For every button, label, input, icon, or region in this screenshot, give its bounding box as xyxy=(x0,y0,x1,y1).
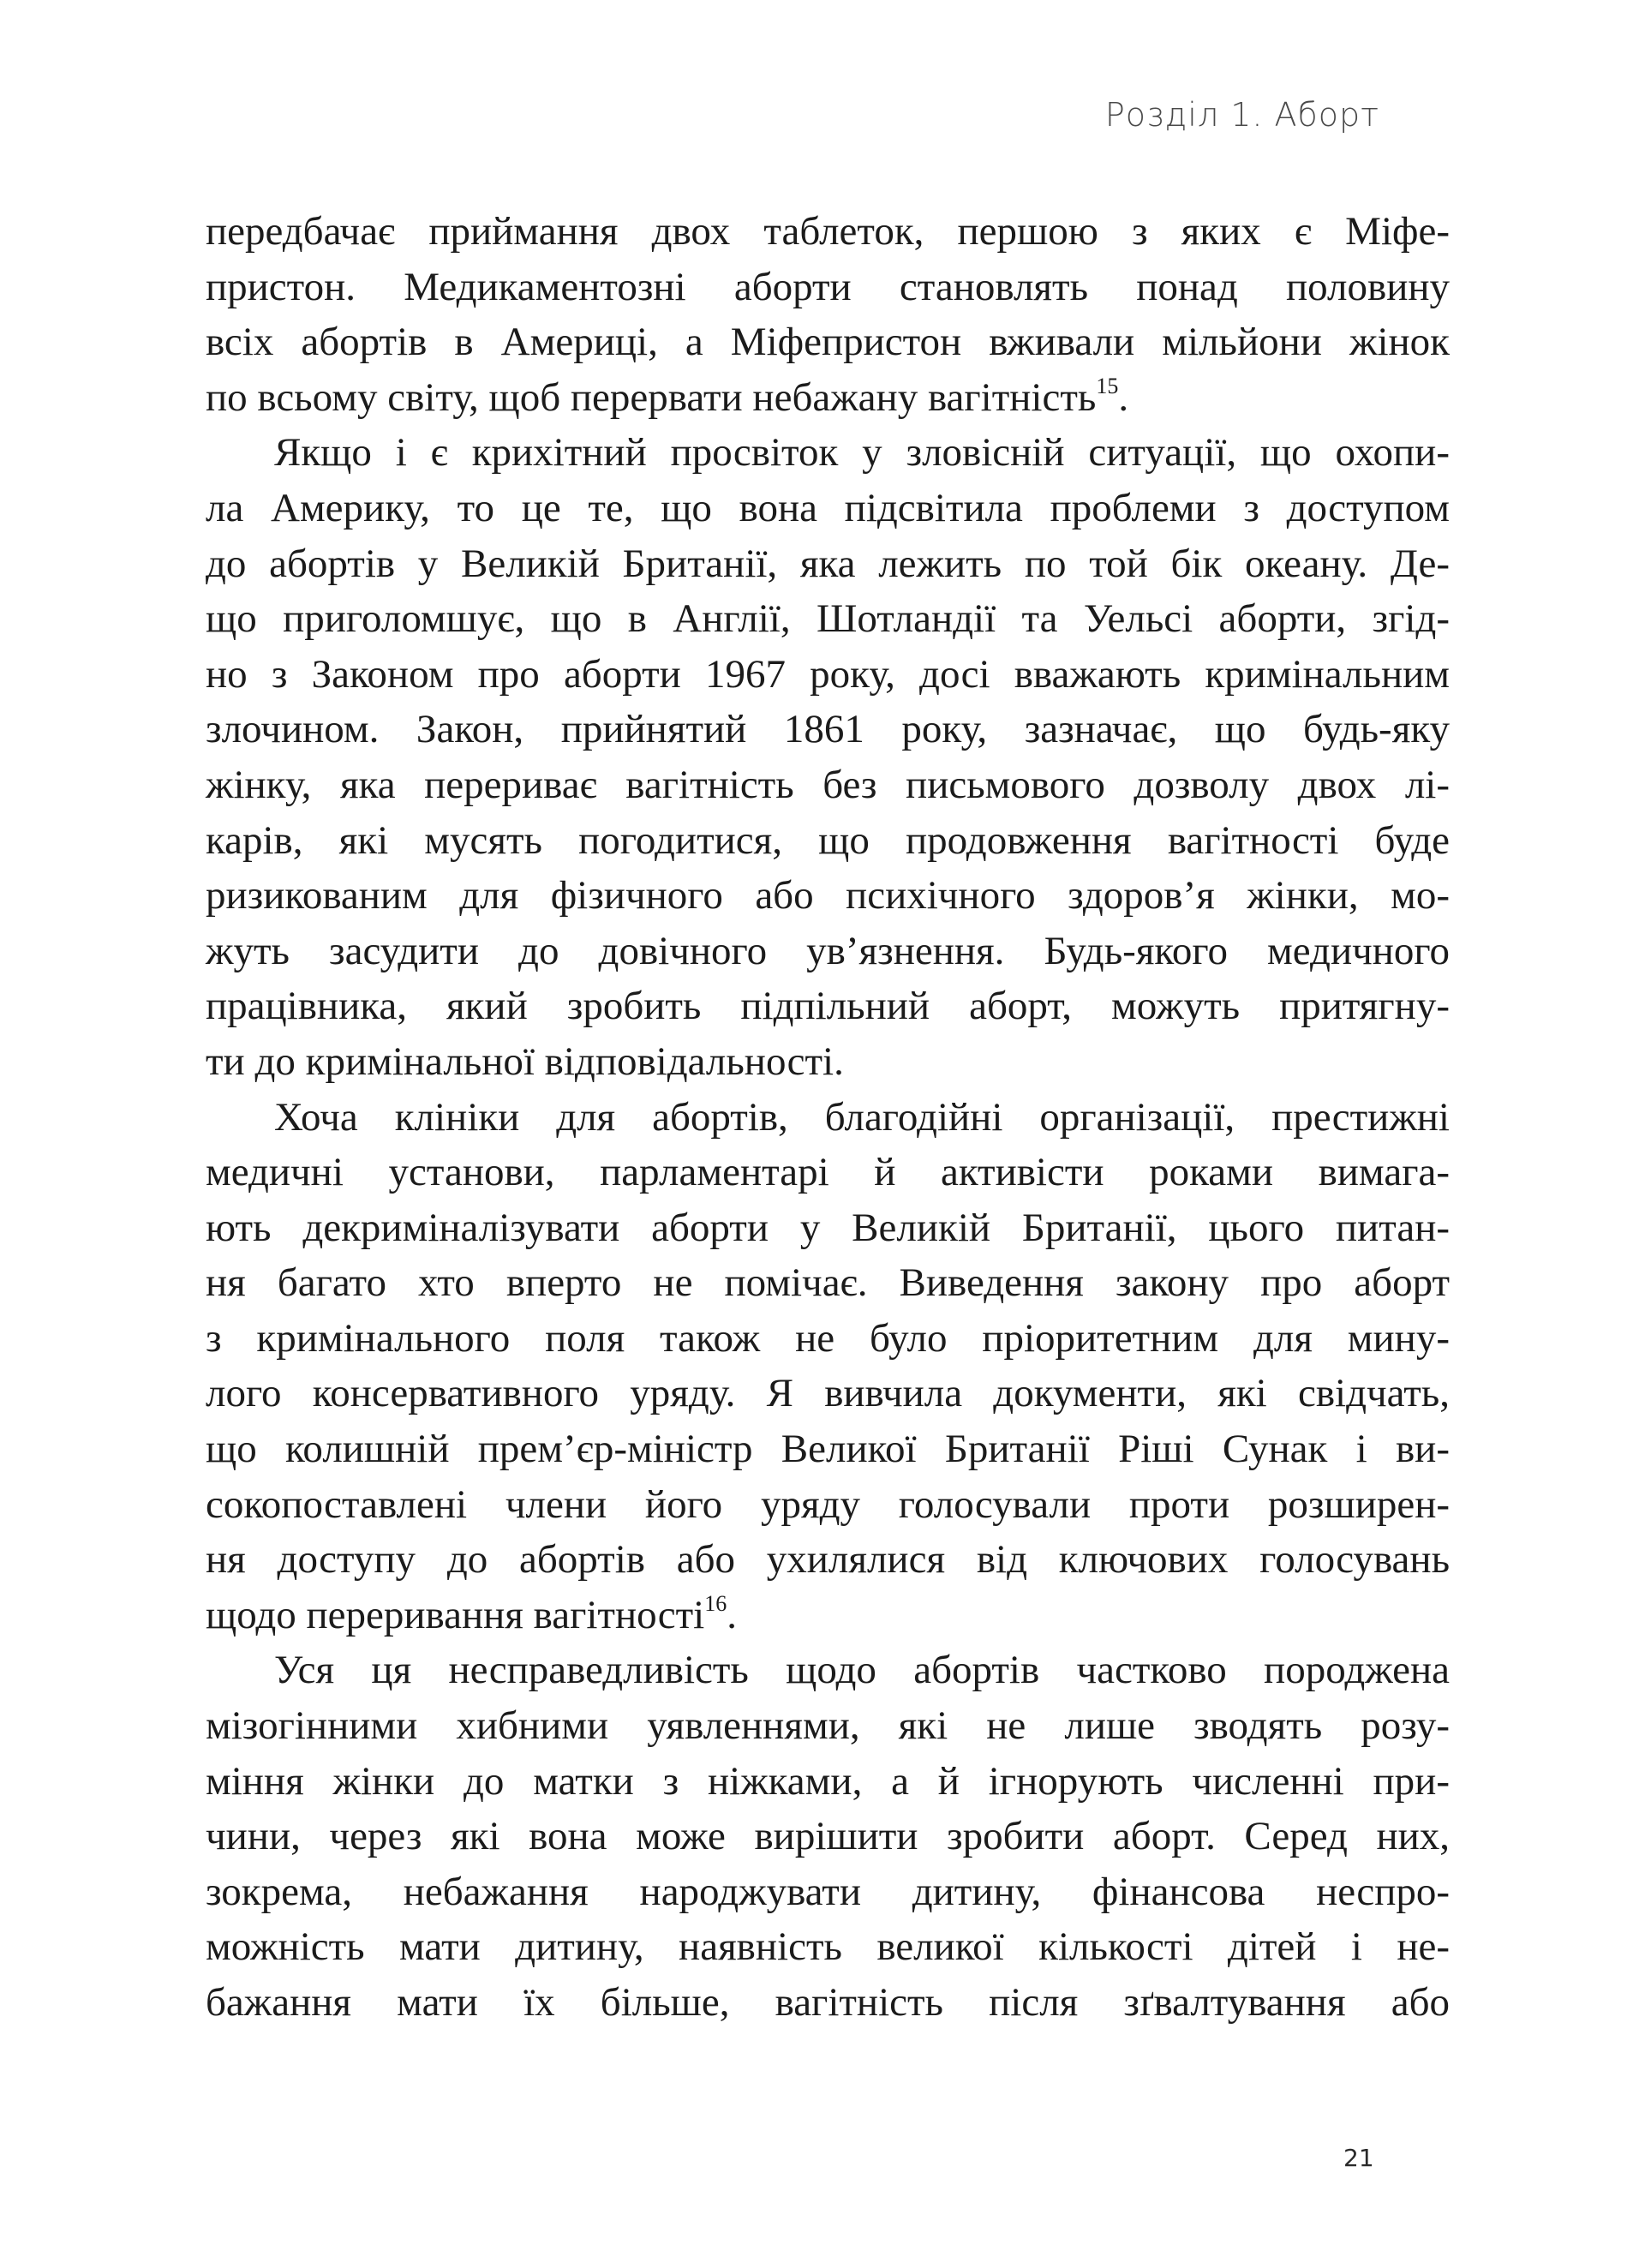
page-number: 21 xyxy=(1343,2144,1374,2172)
text-line: можність мати дитину, наявність великої кількості дітей і не- xyxy=(206,1924,1450,1970)
text-line: карів, які мусять погодитися, що продовження вагітності буде xyxy=(206,817,1450,863)
text-line: пристон. Медикаментозні аборти становлять понад половину xyxy=(206,264,1450,309)
footnote-marker[interactable]: 15 xyxy=(1096,373,1119,398)
text-line: до абортів у Великій Британії, яка лежить по той бік океану. Де- xyxy=(206,541,1450,586)
text-line: передбачає приймання двох таблеток, першою з яких є Міфе- xyxy=(206,209,1450,254)
text-line-content: щодо переривання вагітності xyxy=(206,1592,705,1637)
text-line: жінку, яка перериває вагітність без письмового дозволу двох лі- xyxy=(206,762,1450,807)
text-line: ня доступу до абортів або ухилялися від ключових голосувань xyxy=(206,1537,1450,1583)
text-line-content: по всьому світу, щоб перервати небажану вагітність xyxy=(206,374,1097,420)
footnote-marker[interactable]: 16 xyxy=(704,1590,727,1616)
text-line: міння жінки до матки з ніжками, а й ігнорують численні при- xyxy=(206,1758,1450,1804)
text-line: Уся ця несправедливість щодо абортів частково породжена xyxy=(274,1648,1450,1693)
text-line: ризикованим для фізичного або психічного здоров’я жінки, мо- xyxy=(206,873,1450,919)
text-line: з кримінального поля також не було пріоритетним для мину- xyxy=(206,1315,1450,1361)
punctuation: . xyxy=(727,1592,737,1637)
text-line: всіх абортів в Америці, а Міфепристон вживали мільйони жінок xyxy=(206,320,1450,365)
text-line xyxy=(206,370,1450,426)
text-line: бажання мати їх більше, вагітність після зґвалтування або xyxy=(206,1980,1450,2025)
paragraph xyxy=(206,1643,1450,2030)
text-line: працівника, який зробить підпільний аборт, можуть притягну- xyxy=(206,984,1450,1029)
paragraph xyxy=(206,204,1450,425)
running-head: Розділ 1. Аборт xyxy=(1104,96,1379,134)
text-line: лого консервативного уряду. Я вивчила документи, які свідчать, xyxy=(206,1371,1450,1416)
paragraph xyxy=(206,425,1450,1089)
paragraph xyxy=(206,1090,1450,1643)
text-line: Хоча клініки для абортів, благодійні організації, престижні xyxy=(274,1094,1450,1140)
text-line: сокопоставлені члени його уряду голосували проти розширен- xyxy=(206,1481,1450,1527)
text-line xyxy=(206,1588,1450,1643)
text-line: ня багато хто вперто не помічає. Виведення закону про аборт xyxy=(206,1260,1450,1306)
text-line: но з Законом про аборти 1967 року, досі вважають кримінальним xyxy=(206,651,1450,697)
text-line: мізогінними хибними уявленнями, які не лише зводять розу- xyxy=(206,1703,1450,1749)
text-line: що колишній прем’єр-міністр Великої Британії Ріші Сунак і ви- xyxy=(206,1427,1450,1472)
text-line: медичні установи, парламентарі й активісти роками вимага- xyxy=(206,1150,1450,1195)
text-line: Якщо і є крихітний просвіток у зловісній ситуації, що охопи- xyxy=(274,430,1450,476)
text-line: жуть засудити до довічного ув’язнення. Будь-якого медичного xyxy=(206,928,1450,973)
body-text xyxy=(206,204,1450,2031)
text-line: зокрема, небажання народжувати дитину, фінансова неспро- xyxy=(206,1869,1450,1914)
text-line: чини, через які вона може вирішити зробити аборт. Серед них, xyxy=(206,1814,1450,1859)
text-line: злочином. Закон, прийнятий 1861 року, зазначає, що будь-яку xyxy=(206,707,1450,752)
punctuation: . xyxy=(1118,374,1129,420)
text-line: ють декриміналізувати аборти у Великій Британії, цього питан- xyxy=(206,1205,1450,1250)
text-line: ти до кримінальної відповідальності. xyxy=(206,1038,844,1084)
text-line: ла Америку, то це те, що вона підсвітила проблеми з доступом xyxy=(206,485,1450,530)
text-line: що приголомшує, що в Англії, Шотландії та Уельсі аборти, згід- xyxy=(206,596,1450,642)
